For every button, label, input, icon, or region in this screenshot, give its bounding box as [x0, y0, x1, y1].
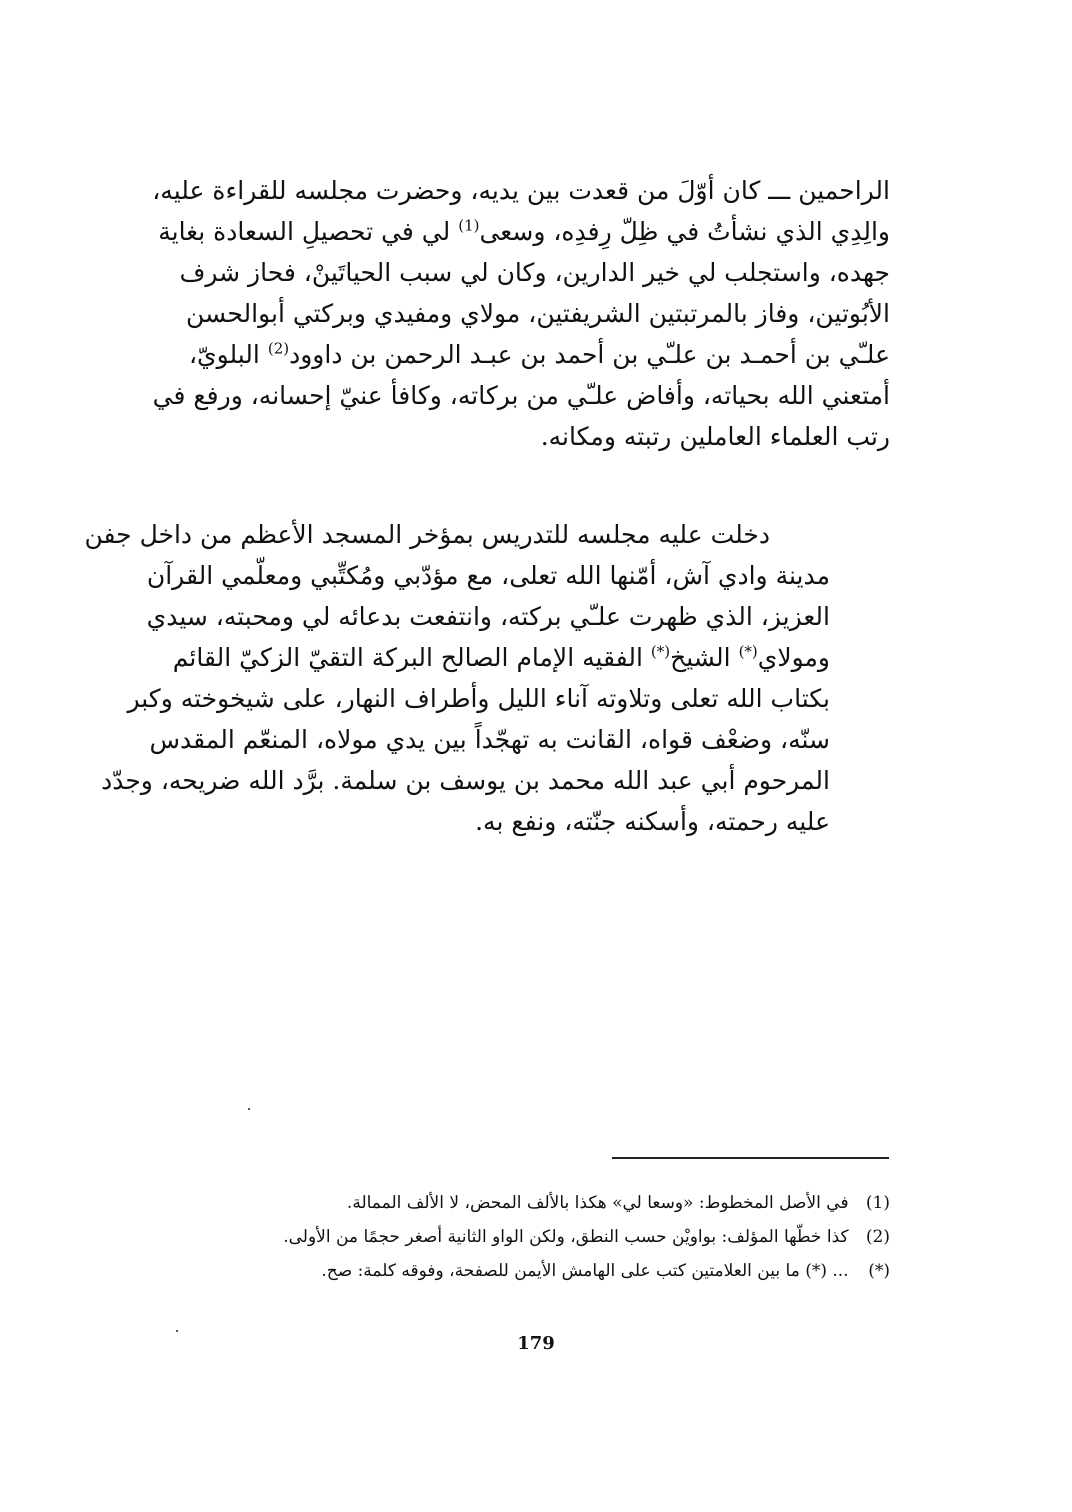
footnote-text: كذا خطّها المؤلف: بواويْن حسب النطق، ولكن الواو الثانية أصغر حجمًا من الأولى. [283, 1227, 849, 1247]
marginal-marker: (*) [738, 642, 758, 661]
footnote-ref-2: (2) [267, 339, 290, 358]
paragraph-line-part: لي في تحصيلِ السعادة بغاية [158, 217, 459, 246]
paragraph-line [185, 334, 890, 375]
paragraph-line-part: والِدِي الذي نشأتُ في ظِلّ رِفدِه، وسعى [479, 217, 890, 246]
footnote-number: (2) [865, 1227, 890, 1247]
paragraph-line: العزيز، الذي ظهرت علـّي بركته، وانتفعت بدعائه لي ومحبته، سيدي [146, 602, 830, 631]
paragraph-line [158, 211, 890, 252]
paragraph-line-part: البلويّ، [188, 340, 268, 369]
footnotes [185, 1186, 890, 1288]
paragraph-1 [152, 170, 890, 457]
scan-speck [176, 1330, 178, 1332]
footnote-2 [185, 1220, 890, 1254]
marginal-marker: (*) [650, 642, 671, 661]
paragraph-line: رتب العلماء العاملين رتبته ومكانه. [540, 422, 890, 451]
footnote-text: ... (*) ما بين العلامتين كتب على الهامش الأيمن للصفحة، وفوقه كلمة: صح. [321, 1261, 849, 1281]
paragraph-line: عليه رحمته، وأسكنه جنّته، ونفع به. [475, 807, 830, 836]
paragraph-line: الراحمين ـــ كان أوّلَ من قعدت بين يديه، وحضرت مجلسه للقراءة عليه، [152, 176, 890, 205]
paragraph-line-part: الشيخ [670, 643, 739, 672]
footnote-3 [185, 1254, 890, 1288]
paragraph-line-part: ومولاي [757, 643, 830, 672]
paragraph-line: جهده، واستجلب لي خير الدارين، وكان لي سبب الحياتَينْ، فحاز شرف [179, 258, 890, 287]
page-number: 179 [517, 1333, 555, 1354]
paragraph-line: مدينة وادي آش، أمّنها الله تعلى، مع مؤدّبي ومُكتِّبي ومعلّمي القرآن [146, 561, 830, 590]
paragraph-line: المرحوم أبي عبد الله محمد بن يوسف بن سلمة. برَّد الله ضريحه، وجدّد [101, 766, 830, 795]
paragraph-line-part: علـّي بن أحمـد بن علـّي بن أحمد بن عبـد الرحمن بن داوود [289, 340, 890, 369]
footnote-text: في الأصل المخطوط: «وسعا لي» هكذا بالألف المحض، لا الألف الممالة. [346, 1193, 849, 1213]
footnote-number: (1) [865, 1193, 890, 1213]
footnote-separator [612, 1157, 889, 1159]
paragraph-line: بكتاب الله تعلى وتلاوته آناء الليل وأطراف النهار، على شيخوخته وكبر [127, 684, 830, 713]
paragraph-line: أمتعني الله بحياته، وأفاض علـّي من بركاته، وكافأ عنيّ إحسانه، ورفع في [152, 381, 890, 410]
paragraph-line: سنّه، وضعْف قواه، القانت به تهجّداً بين يدي مولاه، المنعّم المقدس [149, 725, 830, 754]
footnote-1 [185, 1186, 890, 1220]
paragraph-2 [84, 514, 890, 842]
paragraph-line [172, 637, 890, 678]
footnote-ref-1: (1) [458, 216, 480, 235]
paragraph-line: دخلت عليه مجلسه للتدريس بمؤخر المسجد الأعظم من داخل جفن [84, 520, 770, 549]
paragraph-line: الأبُوتين، وفاز بالمرتبتين الشريفتين، مولاي ومفيدي وبركتي أبوالحسن [186, 299, 890, 328]
paragraph-line-part: الفقيه الإمام الصالح البركة التقيّ الزكيّ القائم [172, 643, 651, 672]
scan-speck [248, 1108, 250, 1110]
footnote-number: (*) [868, 1261, 890, 1281]
